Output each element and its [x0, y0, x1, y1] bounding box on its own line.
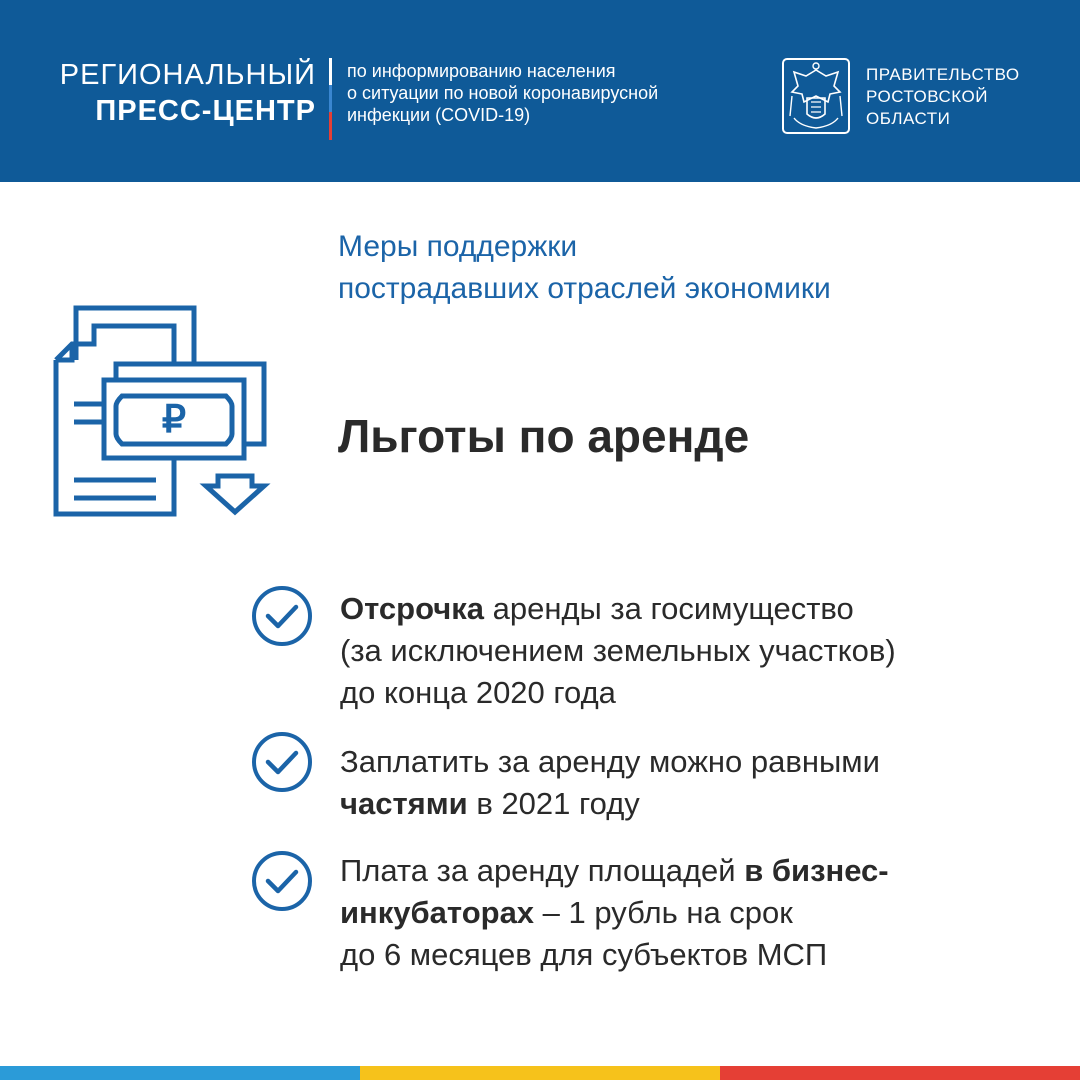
- benefit-item-3: [340, 850, 1040, 976]
- benefit-line: (за исключением земельных участков): [340, 633, 896, 668]
- description-line: о ситуации по новой коронавирусной: [347, 83, 659, 103]
- benefit-bold-text: инкубаторах: [340, 895, 535, 930]
- bottom-bar-red: [720, 1066, 1080, 1080]
- bottom-bar-yellow: [360, 1066, 720, 1080]
- checkmark-circle-icon: [251, 585, 313, 647]
- benefit-text: Плата за аренду площадей: [340, 853, 745, 888]
- benefit-line: до конца 2020 года: [340, 675, 616, 710]
- bottom-color-bar: [0, 1066, 1080, 1080]
- benefit-line: до 6 месяцев для субъектов МСП: [340, 937, 828, 972]
- benefit-bold-text: в бизнес-: [744, 853, 889, 888]
- checkmark-circle-icon: [251, 850, 313, 912]
- government-line: ОБЛАСТИ: [866, 109, 951, 128]
- press-center-line1: РЕГИОНАЛЬНЫЙ: [59, 59, 316, 91]
- press-center-logo: [0, 58, 316, 130]
- benefit-line: [340, 892, 1040, 934]
- government-label: [866, 64, 1020, 130]
- description-line: по информированию населения: [347, 61, 616, 81]
- bottom-bar-blue: [0, 1066, 360, 1080]
- checkmark-circle-icon: [251, 731, 313, 793]
- subtitle-line: пострадавших отраслей экономики: [338, 272, 831, 305]
- coat-of-arms-icon: [780, 56, 852, 136]
- benefit-item-1: [340, 588, 1040, 714]
- subtitle: [338, 226, 831, 310]
- benefit-text: – 1 рубль на срок: [534, 895, 793, 930]
- rent-document-ruble-icon: [52, 304, 274, 526]
- benefit-line: [340, 588, 1040, 630]
- government-line: РОСТОВСКОЙ: [866, 87, 988, 106]
- flag-stripe-divider: [329, 58, 332, 140]
- description-line: инфекции (COVID-19): [347, 105, 531, 125]
- subtitle-line: Меры поддержки: [338, 230, 578, 263]
- benefit-bold-text: частями: [340, 786, 468, 821]
- benefit-item-2: [340, 741, 1040, 825]
- government-line: ПРАВИТЕЛЬСТВО: [866, 65, 1020, 84]
- page-title: Льготы по аренде: [338, 410, 750, 462]
- benefit-line: [340, 783, 1040, 825]
- svg-text:₽: ₽: [161, 399, 187, 441]
- benefit-text: аренды за госимущество: [483, 591, 854, 626]
- press-center-description: [347, 60, 658, 126]
- benefit-line: [340, 850, 1040, 892]
- benefit-line: Заплатить за аренду можно равными: [340, 744, 880, 779]
- press-center-line2: ПРЕСС-ЦЕНТР: [95, 95, 316, 127]
- benefit-text: в 2021 году: [467, 786, 640, 821]
- benefit-bold-text: Отсрочка: [340, 591, 484, 626]
- header-banner: [0, 0, 1080, 182]
